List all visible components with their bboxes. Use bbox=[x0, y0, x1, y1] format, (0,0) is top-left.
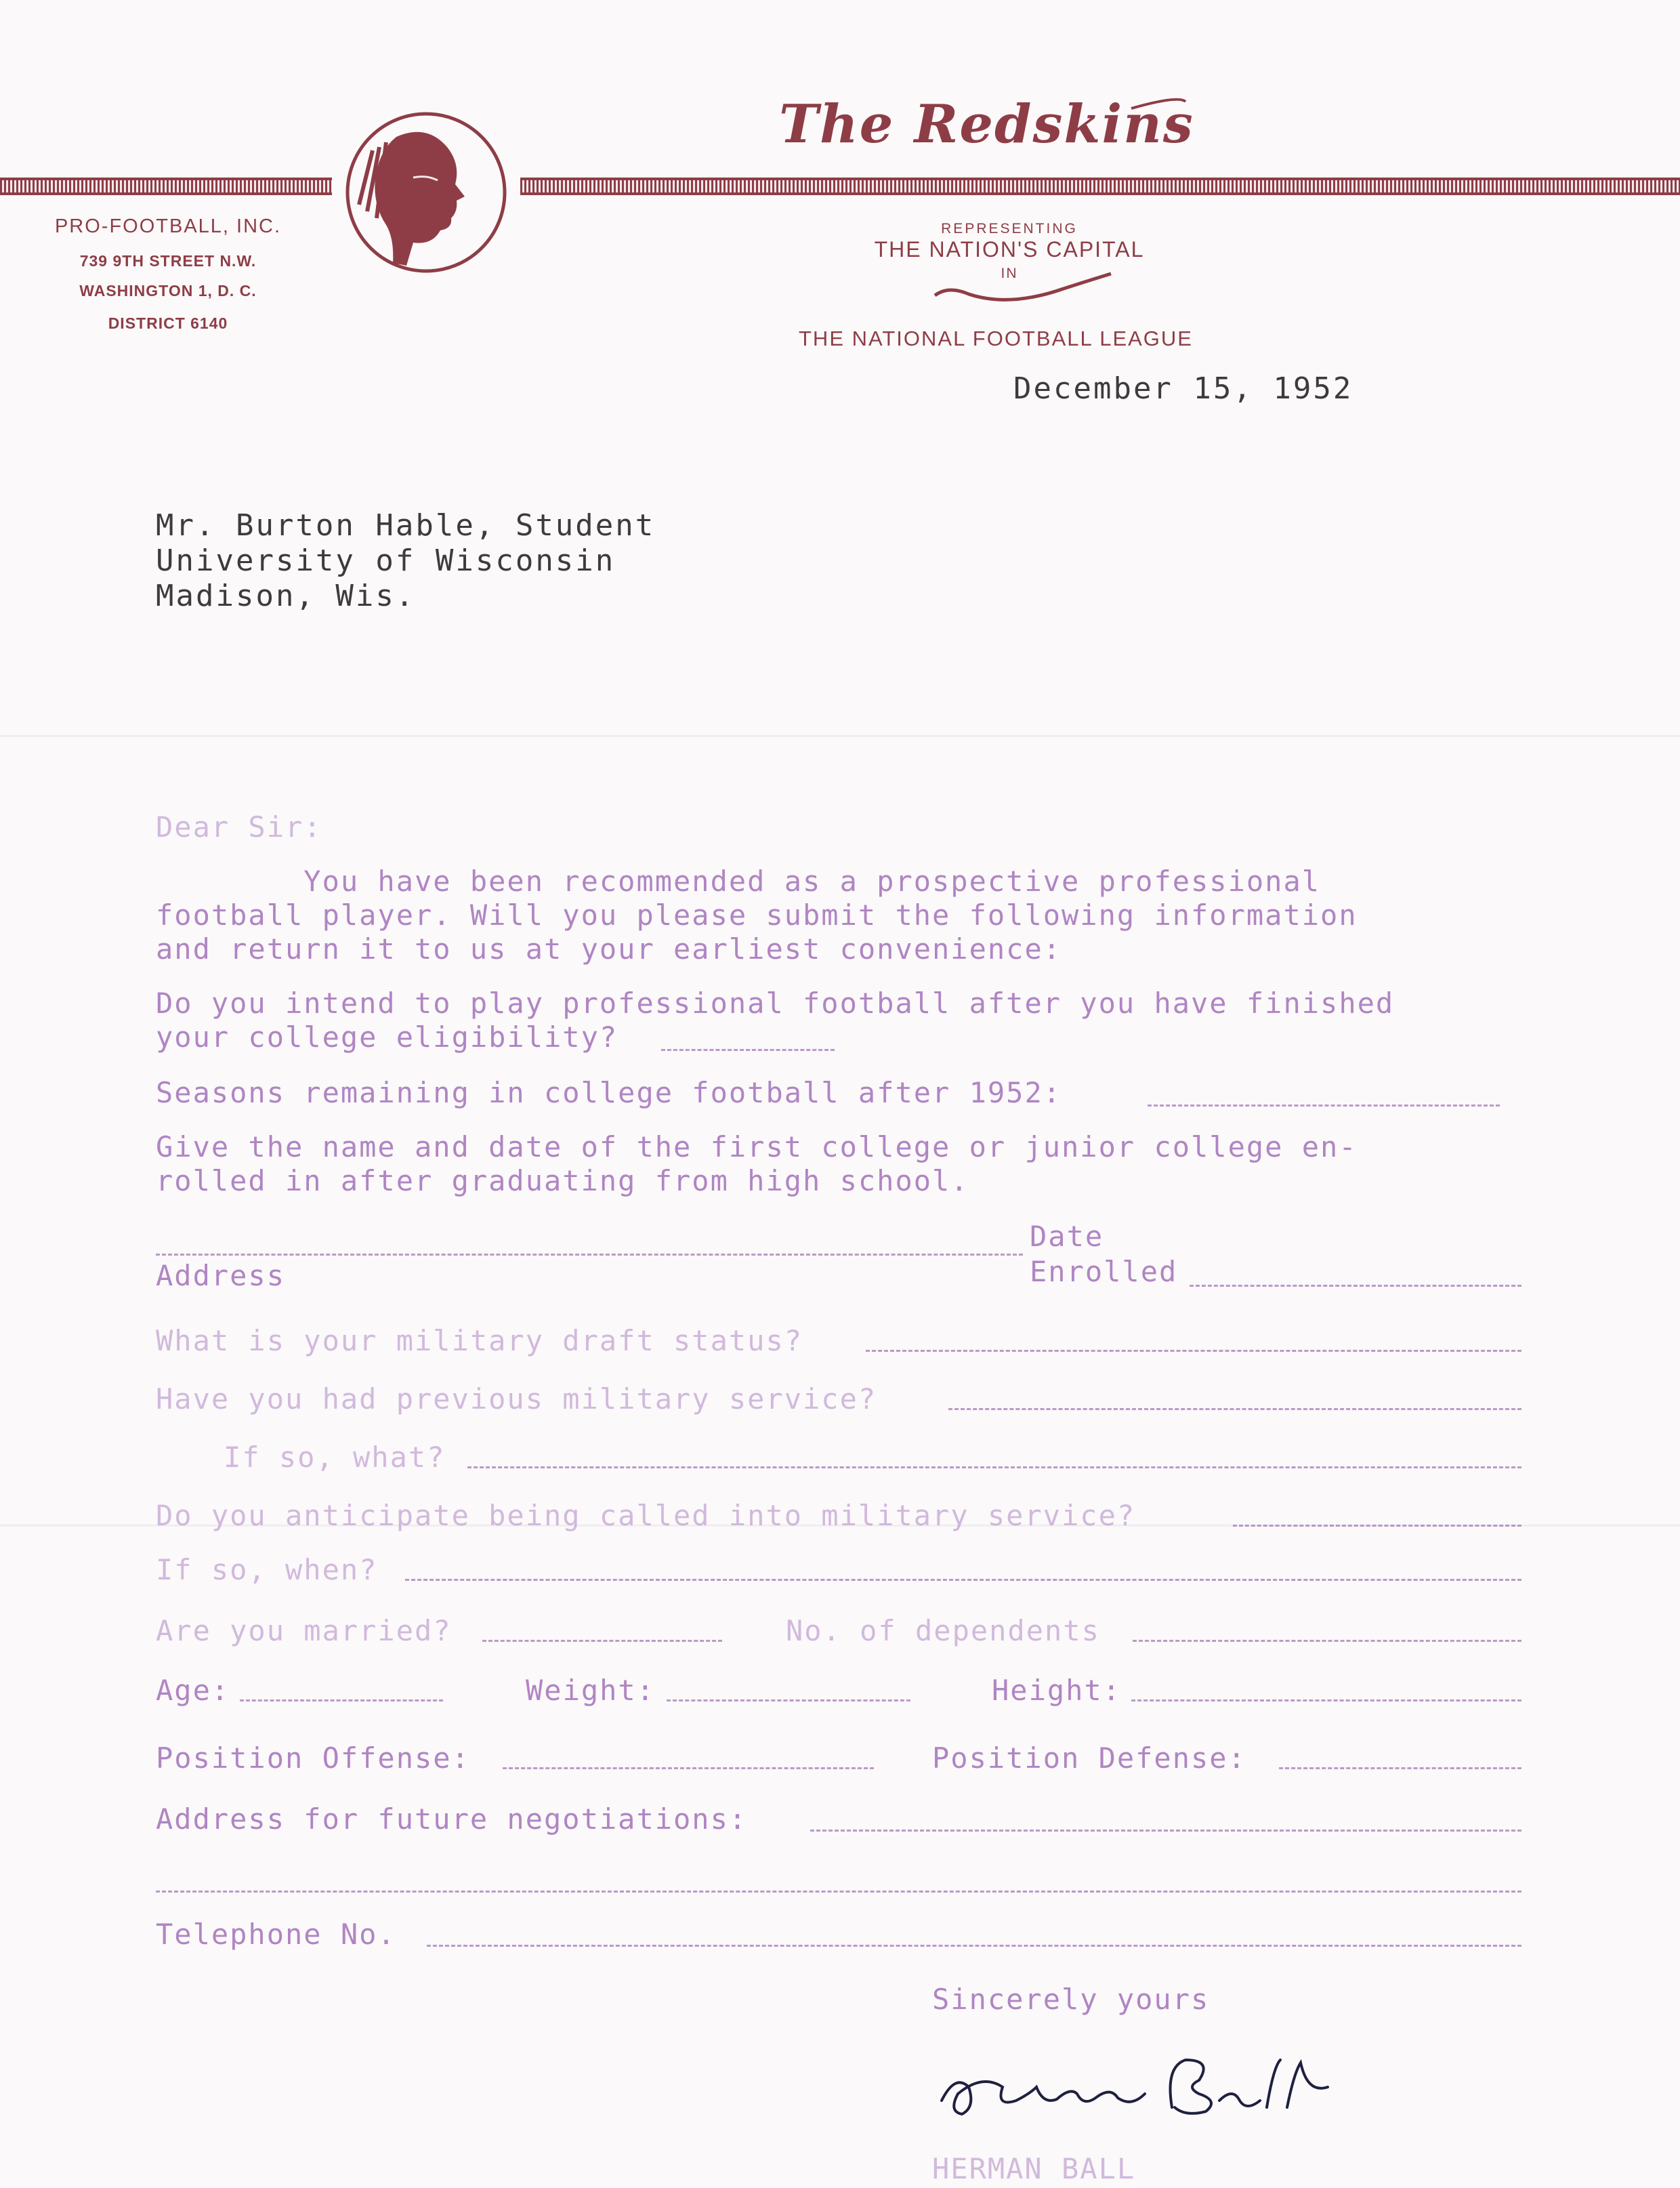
question-married: Are you married? bbox=[156, 1614, 452, 1647]
closing: Sincerely yours bbox=[932, 1983, 1210, 2016]
letterhead-rule-right bbox=[520, 178, 1680, 195]
svg-text:The Redskins: The Redskins bbox=[779, 94, 1194, 155]
question-intend: your college eligibility? bbox=[156, 1020, 618, 1054]
question-if-so-what: If so, what? bbox=[224, 1441, 446, 1474]
date-label: Date bbox=[1030, 1220, 1104, 1253]
question-height: Height: bbox=[992, 1674, 1122, 1707]
answer-line-weight bbox=[667, 1699, 910, 1701]
answer-line-position-defense bbox=[1279, 1767, 1521, 1769]
capital-label: THE NATION'S CAPITAL bbox=[874, 237, 1145, 262]
answer-line-intend bbox=[661, 1049, 835, 1051]
recipient-line: Madison, Wis. bbox=[156, 579, 416, 613]
question-weight: Weight: bbox=[526, 1674, 656, 1707]
question-first-college: Give the name and date of the first college or junior college en- bbox=[156, 1130, 1358, 1163]
question-position-defense: Position Defense: bbox=[932, 1741, 1246, 1775]
question-anticipate: Do you anticipate being called into military service? bbox=[156, 1499, 1136, 1532]
team-name-logo bbox=[779, 88, 1199, 163]
answer-line-date-enrolled bbox=[1190, 1285, 1521, 1287]
city-address: WASHINGTON 1, D. C. bbox=[79, 282, 257, 300]
representing-label: REPRESENTING bbox=[941, 221, 1078, 236]
intro-line: and return it to us at your earliest convenience: bbox=[156, 932, 1062, 966]
question-if-so-when: If so, when? bbox=[156, 1553, 378, 1586]
question-future-address: Address for future negotiations: bbox=[156, 1802, 748, 1836]
question-telephone: Telephone No. bbox=[156, 1918, 396, 1951]
answer-line-married bbox=[482, 1640, 722, 1642]
paper-fold bbox=[0, 735, 1680, 737]
signer-name: HERMAN BALL bbox=[932, 2152, 1136, 2185]
company-name: PRO-FOOTBALL, INC. bbox=[54, 215, 282, 237]
answer-line-telephone bbox=[427, 1945, 1521, 1947]
question-first-college: rolled in after graduating from high school. bbox=[156, 1164, 969, 1197]
answer-line-if-so-when bbox=[405, 1579, 1521, 1581]
letterhead-rule-left bbox=[0, 178, 332, 195]
answer-line-position-offense bbox=[503, 1767, 874, 1769]
team-medallion-logo bbox=[332, 110, 520, 275]
letter-date: December 15, 1952 bbox=[1013, 371, 1353, 406]
question-dependents: No. of dependents bbox=[786, 1614, 1100, 1647]
salutation: Dear Sir: bbox=[156, 810, 322, 844]
league-label: THE NATIONAL FOOTBALL LEAGUE bbox=[799, 327, 1193, 350]
recipient-line: Mr. Burton Hable, Student bbox=[156, 508, 656, 543]
recipient-line: University of Wisconsin bbox=[156, 543, 616, 578]
intro-line: football player. Will you please submit the following information bbox=[156, 899, 1358, 932]
handwritten-signature bbox=[928, 2046, 1335, 2128]
question-seasons: Seasons remaining in college football after 1952: bbox=[156, 1076, 1062, 1109]
question-draft: What is your military draft status? bbox=[156, 1324, 803, 1357]
question-position-offense: Position Offense: bbox=[156, 1741, 470, 1775]
answer-line-height bbox=[1131, 1699, 1521, 1701]
enrolled-label: Enrolled bbox=[1030, 1255, 1178, 1288]
answer-line-anticipate bbox=[1233, 1525, 1521, 1527]
answer-line-draft bbox=[866, 1350, 1521, 1352]
answer-line-previous-service bbox=[948, 1408, 1521, 1410]
answer-line-future-address-2 bbox=[156, 1891, 1521, 1893]
answer-line-if-so-what bbox=[467, 1466, 1521, 1468]
answer-line-college-name bbox=[156, 1254, 1023, 1256]
answer-line-seasons bbox=[1148, 1105, 1500, 1107]
answer-line-age bbox=[240, 1699, 443, 1701]
phone-number: DISTRICT 6140 bbox=[108, 314, 228, 332]
question-age: Age: bbox=[156, 1674, 230, 1707]
question-previous-service: Have you had previous military service? bbox=[156, 1382, 877, 1416]
answer-line-future-address bbox=[810, 1830, 1521, 1832]
street-address: 739 9TH STREET N.W. bbox=[79, 252, 257, 270]
answer-line-dependents bbox=[1133, 1640, 1521, 1642]
address-label: Address bbox=[156, 1259, 286, 1292]
intro-line: You have been recommended as a prospective professional bbox=[156, 865, 1321, 898]
in-label: IN bbox=[1001, 266, 1018, 281]
question-intend: Do you intend to play professional football after you have finished bbox=[156, 987, 1395, 1020]
